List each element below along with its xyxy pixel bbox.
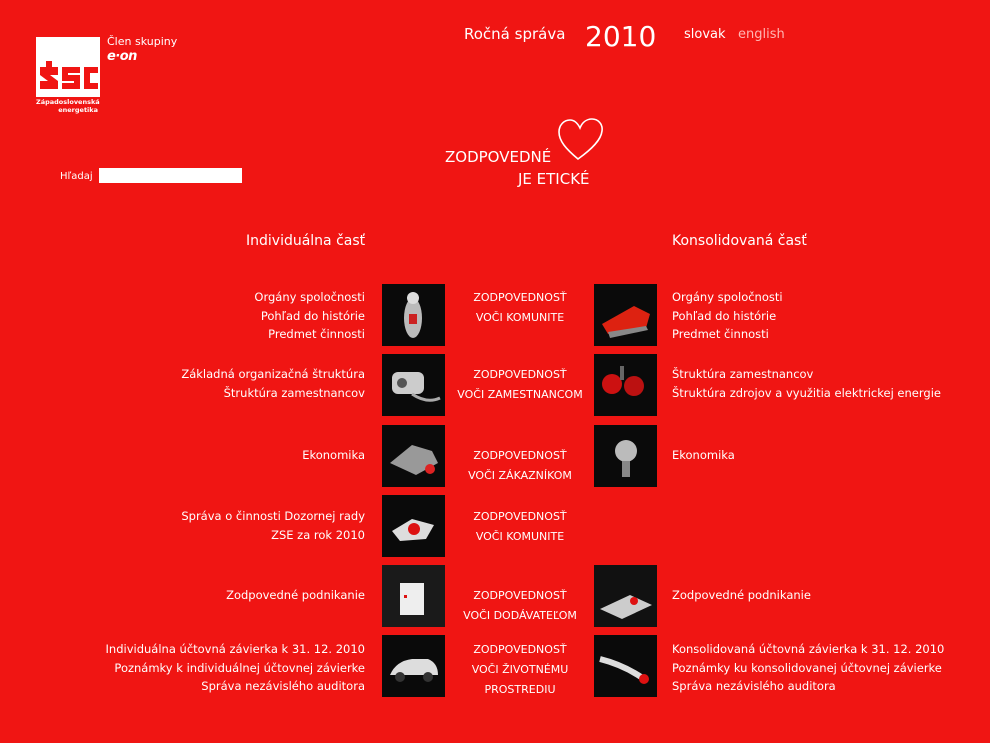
logo-company-name <box>36 98 98 114</box>
row-1-right-links <box>672 288 972 344</box>
individual-section-heading: Individuálna časť <box>246 233 366 249</box>
row-1-left-links <box>0 288 365 344</box>
link-zakladna-organizacna-struktura[interactable]: Základná organizačná štruktúra <box>181 367 365 381</box>
slogan-line-1: ZODPOVEDNÉ <box>445 148 552 166</box>
language-slovak-link[interactable]: slovak <box>684 27 726 42</box>
zse-logo[interactable] <box>36 37 100 97</box>
row-3-left-links <box>0 446 365 465</box>
group-label: Člen skupiny <box>107 35 178 48</box>
link-predmet-cinnosti[interactable]: Predmet činnosti <box>268 327 365 341</box>
row-1-left-thumbnail[interactable] <box>382 284 445 346</box>
report-year: 2010 <box>585 20 657 53</box>
link-konsolidovana-uctovna-zavierka[interactable]: Konsolidovaná účtovná závierka k 31. 12. 2010 <box>672 642 945 656</box>
row-2-center-label <box>455 365 585 405</box>
row-1-right-thumbnail[interactable] <box>594 284 657 346</box>
link-sprava-auditora[interactable]: Správa nezávislého auditora <box>201 679 365 693</box>
row-4-left-thumbnail[interactable] <box>382 495 445 557</box>
logo-line-2: energetika <box>58 106 98 114</box>
row-1-center-label <box>455 288 585 328</box>
row-4-center-label <box>455 507 585 547</box>
link-zodpovedne-podnikanie-konsolidovana[interactable]: Zodpovedné podnikanie <box>672 588 811 602</box>
row-3-right-thumbnail[interactable] <box>594 425 657 487</box>
row-5-right-links <box>672 586 972 605</box>
search-input[interactable] <box>99 168 242 183</box>
link-zodpovedne-podnikanie[interactable]: Zodpovedné podnikanie <box>226 588 365 602</box>
row-6-center-label <box>455 640 585 700</box>
language-english-link[interactable]: english <box>738 27 785 42</box>
row-6-center-line-3: PROSTREDIU <box>484 683 556 696</box>
row-5-left-links <box>0 586 365 605</box>
link-ekonomika-konsolidovana[interactable]: Ekonomika <box>672 448 735 462</box>
link-pohlad-do-historie-konsolidovana[interactable]: Pohľad do histórie <box>672 308 777 323</box>
row-6-left-thumbnail[interactable] <box>382 635 445 697</box>
row-5-center-line-2: VOČI DODÁVATEĽOM <box>463 609 577 622</box>
consolidated-section-heading: Konsolidovaná časť <box>672 233 807 249</box>
eon-logo: e·on <box>107 49 137 64</box>
link-sprava-dozornej-rady[interactable]: Správa o činnosti Dozornej rady <box>181 509 365 523</box>
link-organy-spolocnosti-konsolidovana[interactable]: Orgány spoločnosti <box>672 290 783 304</box>
row-2-center-line-2: VOČI ZAMESTNANCOM <box>457 388 583 401</box>
row-3-right-links <box>672 446 972 465</box>
link-zse-za-rok-2010[interactable]: ZSE za rok 2010 <box>271 527 365 542</box>
row-1-center-line-2: VOČI KOMUNITE <box>475 311 565 324</box>
row-2-left-thumbnail[interactable] <box>382 354 445 416</box>
slogan-line-2: JE ETICKÉ <box>518 170 590 188</box>
link-struktura-zdrojov-energie[interactable]: Štruktúra zdrojov a využitia elektrickej energie <box>672 385 941 400</box>
link-poznamky-individualna[interactable]: Poznámky k individuálnej účtovnej závierke <box>114 660 365 675</box>
row-4-left-links <box>0 507 365 544</box>
row-2-right-links <box>672 365 972 402</box>
link-individualna-uctovna-zavierka[interactable]: Individuálna účtovná závierka k 31. 12. 2010 <box>105 642 365 656</box>
row-4-center-line-2: VOČI KOMUNITE <box>475 530 565 543</box>
report-title: Ročná správa <box>464 25 566 43</box>
row-3-center-line-1: ZODPOVEDNOSŤ <box>473 449 567 462</box>
row-6-center-line-1: ZODPOVEDNOSŤ <box>473 643 567 656</box>
link-sprava-auditora-konsolidovana[interactable]: Správa nezávislého auditora <box>672 679 836 693</box>
row-6-right-thumbnail[interactable] <box>594 635 657 697</box>
row-5-right-thumbnail[interactable] <box>594 565 657 627</box>
row-6-left-links <box>0 640 365 696</box>
link-ekonomika[interactable]: Ekonomika <box>302 448 365 462</box>
link-organy-spolocnosti[interactable]: Orgány spoločnosti <box>254 290 365 304</box>
heart-icon <box>556 117 606 161</box>
link-predmet-cinnosti-konsolidovana[interactable]: Predmet činnosti <box>672 327 769 341</box>
row-5-center-label <box>455 586 585 626</box>
row-1-center-line-1: ZODPOVEDNOSŤ <box>473 291 567 304</box>
row-3-left-thumbnail[interactable] <box>382 425 445 487</box>
row-3-center-label <box>455 446 585 486</box>
link-struktura-zamestnancov[interactable]: Štruktúra zamestnancov <box>223 385 365 400</box>
search-label: Hľadaj <box>60 171 93 182</box>
row-6-right-links <box>672 640 972 696</box>
row-2-right-thumbnail[interactable] <box>594 354 657 416</box>
row-2-left-links <box>0 365 365 402</box>
link-struktura-zamestnancov-konsolidovana[interactable]: Štruktúra zamestnancov <box>672 367 814 381</box>
row-3-center-line-2: VOČI ZÁKAZNÍKOM <box>468 469 572 482</box>
row-2-center-line-1: ZODPOVEDNOSŤ <box>473 368 567 381</box>
link-poznamky-konsolidovana[interactable]: Poznámky ku konsolidovanej účtovnej závierke <box>672 660 942 675</box>
row-6-center-line-2: VOČI ŽIVOTNÉMU <box>471 663 569 676</box>
link-pohlad-do-historie[interactable]: Pohľad do histórie <box>260 308 365 323</box>
row-5-center-line-1: ZODPOVEDNOSŤ <box>473 589 567 602</box>
row-5-left-thumbnail[interactable] <box>382 565 445 627</box>
logo-line-1: Západoslovenská <box>36 98 100 106</box>
row-4-center-line-1: ZODPOVEDNOSŤ <box>473 510 567 523</box>
